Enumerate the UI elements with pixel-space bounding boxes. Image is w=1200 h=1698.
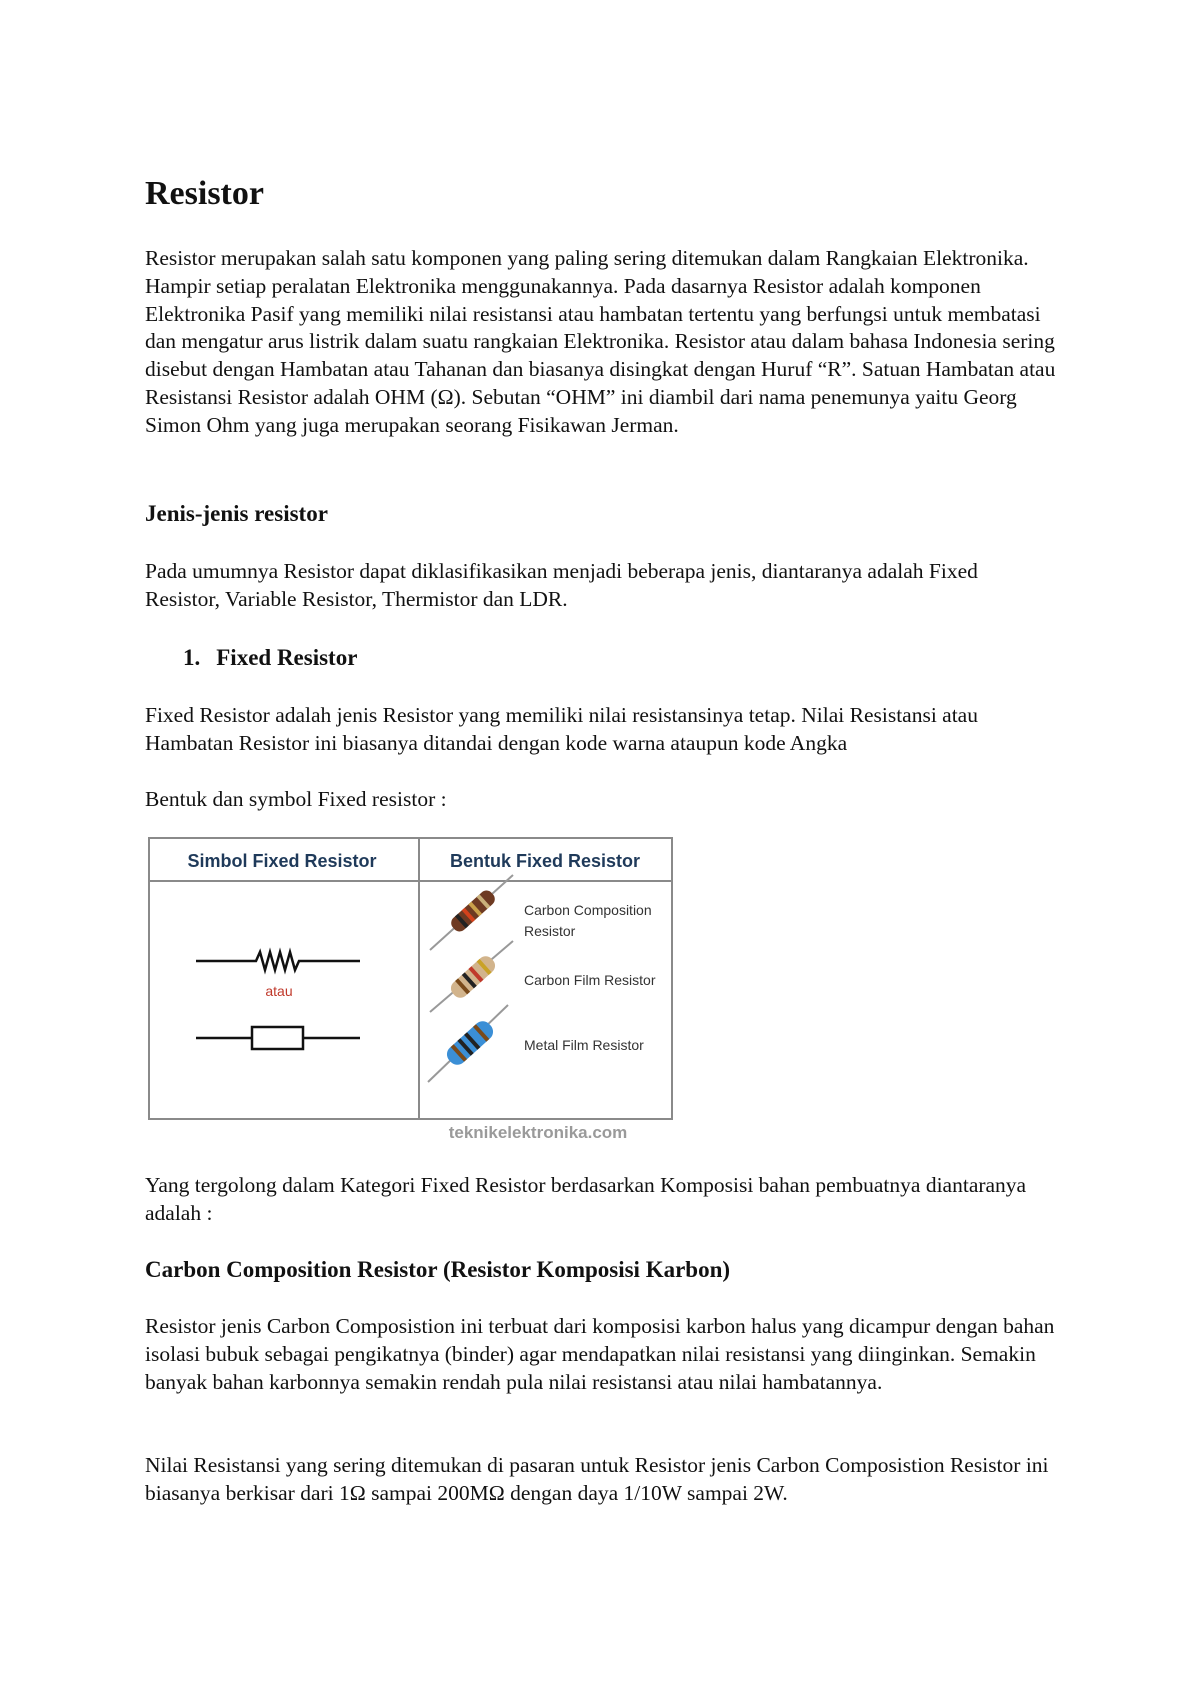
kategori-paragraph: Yang tergolong dalam Kategori Fixed Resistor berdasarkan Komposisi bahan pembuatnya diantaranya adalah : xyxy=(145,1173,1027,1225)
fixed-resistor-heading xyxy=(183,644,357,672)
figure-col-shape: Bentuk Fixed Resistor xyxy=(449,851,641,871)
intro-paragraph: Resistor merupakan salah satu komponen yang paling sering ditemukan dalam Rangkaian Elektronika. Hampir setiap peralatan Elektronika menggunakannya. Pada dasarnya Resistor adalah komponen Elektronika Pasif yang memiliki nilai resistansi atau hambatan tertentu yang berfungsi untuk membatasi dan mengatur arus listrik dalam suatu rangkaian Elektronika. Resistor atau dalam bahasa Indonesia sering disebut dengan Hambatan atau Tahanan dan biasanya disingkat dengan Huruf “R”. Satuan Hambatan atau Resistansi Resistor adalah OHM (Ω). Sebutan “OHM” ini diambil dari nama penemunya yaitu Georg Simon Ohm yang juga merupakan seorang Fisikawan Jerman. xyxy=(145,246,1056,437)
figure-atau: atau xyxy=(265,983,293,999)
jenis-paragraph: Pada umumnya Resistor dapat diklasifikasikan menjadi beberapa jenis, diantaranya adalah Fixed Resistor, Variable Resistor, Thermistor dan LDR. xyxy=(145,559,978,611)
label-carbon-film: Carbon Film Resistor xyxy=(524,972,656,988)
list-number: 1. xyxy=(183,645,201,670)
figure-watermark: teknikelektronika.com xyxy=(448,1123,628,1142)
label-carbon-composition-2: Resistor xyxy=(524,923,576,939)
section-heading-jenis: Jenis-jenis resistor xyxy=(145,501,328,526)
label-metal-film: Metal Film Resistor xyxy=(524,1037,644,1053)
page-title: Resistor xyxy=(145,175,264,212)
carbon-paragraph-2: Nilai Resistansi yang sering ditemukan di pasaran untuk Resistor jenis Carbon Composistion Resistor ini biasanya berkisar dari 1Ω sampai 200MΩ dengan daya 1/10W sampai 2W. xyxy=(145,1453,1049,1505)
fixed-paragraph: Fixed Resistor adalah jenis Resistor yang memiliki nilai resistansinya tetap. Nilai Resistansi atau Hambatan Resistor ini biasanya ditandai dengan kode warna ataupun kode Angka xyxy=(145,703,978,755)
fixed-heading-text: Fixed Resistor xyxy=(216,645,358,670)
fixed-shape-label: Bentuk dan symbol Fixed resistor : xyxy=(145,787,447,811)
fixed-resistor-figure xyxy=(148,837,673,1142)
figure-col-symbol: Simbol Fixed Resistor xyxy=(187,851,377,871)
carbon-composition-heading: Carbon Composition Resistor (Resistor Komposisi Karbon) xyxy=(145,1257,731,1282)
carbon-paragraph-1: Resistor jenis Carbon Composistion ini terbuat dari komposisi karbon halus yang dicampur dengan bahan isolasi bubuk sebagai pengikatnya (binder) agar mendapatkan nilai resistansi yang diinginkan. Semakin banyak bahan karbonnya semakin rendah pula nilai resistansi atau nilai hambatannya. xyxy=(145,1314,1055,1394)
label-carbon-composition: Carbon Composition xyxy=(524,902,652,918)
